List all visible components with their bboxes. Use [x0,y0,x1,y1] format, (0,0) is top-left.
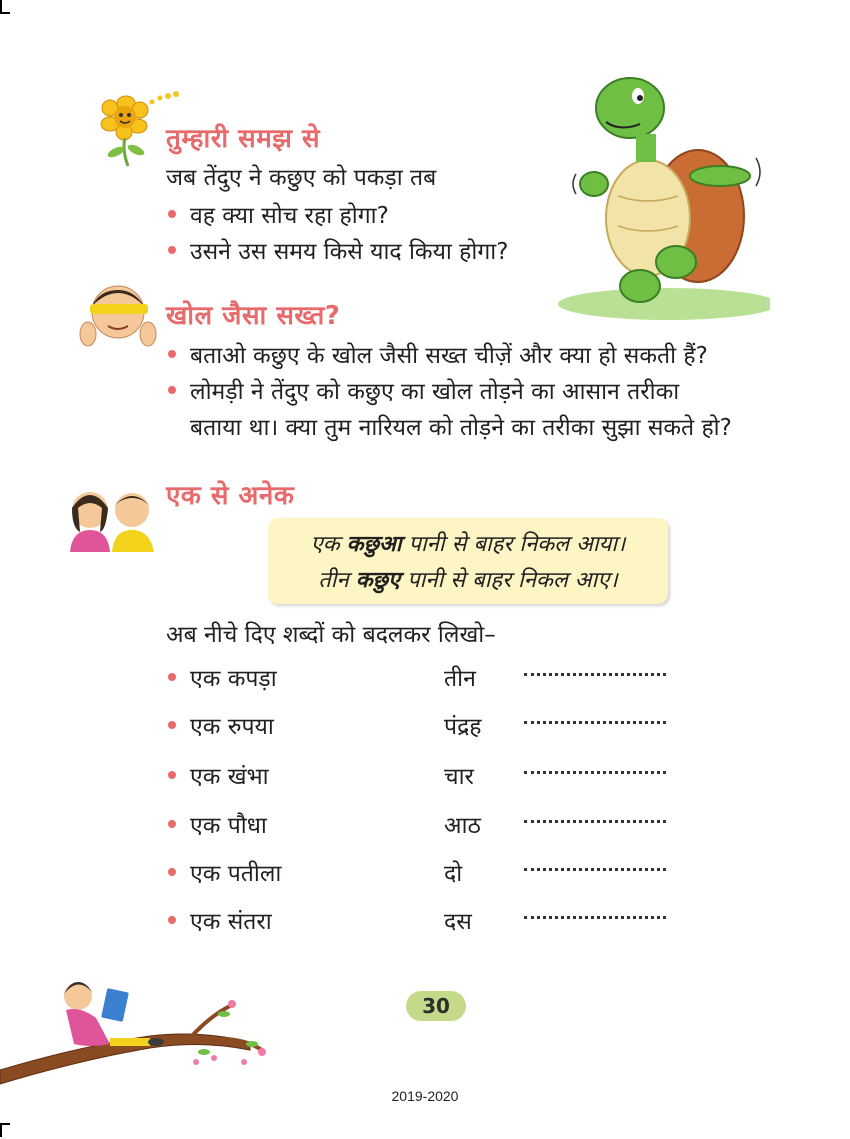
question-item: लोमड़ी ने तेंदुए को कछुए का खोल तोड़ने का आसान तरीका [190,379,680,405]
bullet-icon [168,210,176,218]
example-sentence-singular: एक कछुआ पानी से बाहर निकल आया। [310,532,626,557]
bullet-icon [168,771,176,779]
word-count: तीन [444,666,476,692]
two-children-icon [62,482,162,552]
crop-mark-bottom-left [0,1123,10,1125]
example-box [268,518,668,604]
answer-blank[interactable] [524,868,666,871]
word-count: दो [444,861,463,887]
word-item: एक रुपया [190,714,274,740]
turtle-illustration [548,66,770,328]
exercise-instruction: अब नीचे दिए शब्दों को बदलकर लिखो– [166,622,496,648]
bullet-icon [168,868,176,876]
word-count: आठ [444,813,481,839]
section-heading-one-to-many: एक से अनेक [166,481,295,511]
highlighted-word: कछुए [355,568,401,593]
word-item: एक कपड़ा [190,666,277,692]
blindfold-child-icon [78,278,160,354]
example-sentence-plural: तीन कछुए पानी से बाहर निकल आए। [318,568,618,593]
word-item: एक पतीला [190,861,282,887]
bullet-icon [168,721,176,729]
bullet-icon [168,246,176,254]
answer-blank[interactable] [524,721,666,724]
bullet-icon [168,673,176,681]
question-item-continued: बताया था। क्या तुम नारियल को तोड़ने का तरीका सुझा सकते हो? [190,415,732,441]
section-heading-hard-shell: खोल जैसा सख्त? [166,301,341,331]
crop-mark-bottom-left [0,1123,2,1137]
word-count: दस [444,909,472,935]
answer-blank[interactable] [524,916,666,919]
word-item: एक खंभा [190,764,269,790]
bullet-icon [168,350,176,358]
page-number-badge: 30 [406,991,466,1021]
answer-blank[interactable] [524,820,666,823]
edition-year: 2019-2020 [391,1088,459,1104]
bullet-icon [168,916,176,924]
word-count: चार [444,764,474,790]
question-item: बताओ कछुए के खोल जैसी सख्त चीज़ें और क्या हो सकती हैं? [190,343,708,369]
question-item: उसने उस समय किसे याद किया होगा? [190,239,509,265]
answer-blank[interactable] [524,673,666,676]
question-item: वह क्या सोच रहा होगा? [190,203,389,229]
crop-mark-top-left [0,12,10,14]
bullet-icon [168,386,176,394]
answer-blank[interactable] [524,771,666,774]
girl-reading-on-branch-illustration [0,966,290,1086]
word-item: एक पौधा [190,813,267,839]
section-intro: जब तेंदुए ने कछुए को पकड़ा तब [166,165,437,191]
section-heading-understanding: तुम्हारी समझ से [166,124,321,154]
word-item: एक संतरा [190,909,272,935]
bullet-icon [168,820,176,828]
word-count: पंद्रह [444,714,482,740]
highlighted-word: कछुआ [346,532,402,557]
